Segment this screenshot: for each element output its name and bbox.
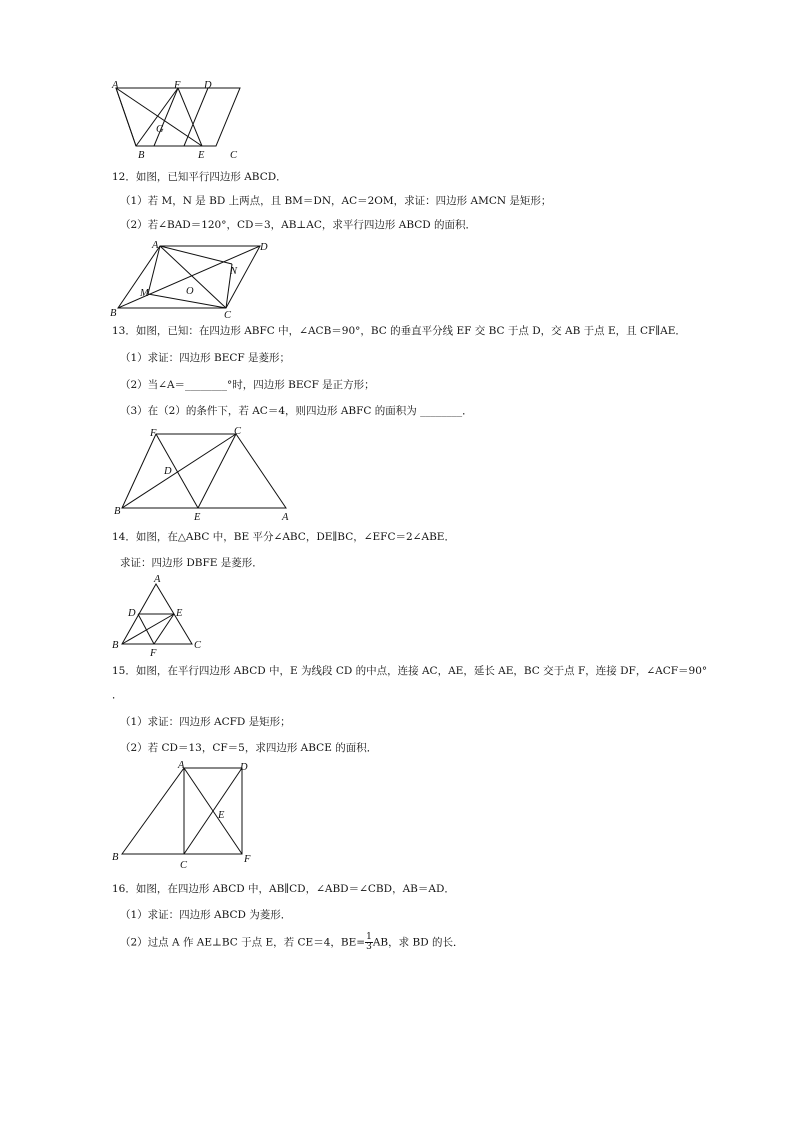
label-c: C [234,426,242,437]
label-b: B [138,150,145,161]
figure-parallelogram-abcd-amcn [108,238,278,321]
label-e: E [176,608,183,619]
label-e: E [198,150,205,161]
problem-12-part-2: （2）若∠BAD＝120°，CD＝3，AB⊥AC，求平行四边形 ABCD 的面积． [120,219,477,231]
label-a: A [152,240,159,251]
fraction-lhs: BE= [340,936,366,949]
problem-15-part-1: （1）求证：四边形 ACFD 是矩形； [120,716,291,728]
problem-14-stem: 14．如图，在△ABC 中，BE 平分∠ABC，DE∥BC，∠EFC＝2∠ABE． [112,531,455,543]
label-b: B [114,506,121,517]
label-d: D [240,762,248,773]
label-b: B [110,308,117,319]
label-c: C [224,310,232,321]
label-b: B [112,852,119,863]
label-a: A [112,80,119,91]
label-b: B [112,640,119,651]
fraction-rhs: AB [372,936,389,949]
problem-15-stem: 15．如图，在平行四边形 ABCD 中，E 为线段 CD 的中点，连接 AC，AE，延长 AE，BC 交于点 F，连接 DF，∠ACF＝90° [112,665,708,677]
problem-16-part-2-pre: （2）过点 A 作 AE⊥BC 于点 E，若 CE＝4， [120,936,341,949]
label-d: D [204,80,212,91]
problem-12-part-1: （1）若 M，N 是 BD 上两点，且 BM＝DN，AC＝2OM，求证：四边形 AMCN 是矩形； [120,195,552,207]
label-e: E [194,512,201,523]
label-o: O [186,286,194,297]
label-a: A [178,760,185,771]
label-c: C [194,640,202,651]
label-g: G [156,124,164,135]
label-a: A [282,512,289,523]
label-f: F [244,854,251,865]
label-f: F [150,648,157,659]
label-e: E [218,810,225,821]
label-c: C [180,860,188,871]
problem-14-part-1: 求证：四边形 DBFE 是菱形． [120,557,263,569]
figure-quadrilateral-abfc [112,424,302,524]
label-m: M [140,288,149,299]
problem-16-part-2 [120,933,463,952]
label-f: F [174,80,181,91]
problem-16-stem: 16．如图，在四边形 ABCD 中，AB∥CD，∠ABD＝∠CBD，AB＝AD． [112,883,455,895]
label-d: D [260,242,268,253]
fraction-one-third: $\frac{1}{3}$ [366,932,372,952]
problem-13-part-2: （2）当∠A＝________°时，四边形 BECF 是正方形； [120,379,375,391]
problem-15-stem-cont: ． [112,689,123,701]
label-n: N [230,266,238,277]
problem-13-part-1: （1）求证：四边形 BECF 是菱形； [120,352,291,364]
problem-16-part-2-post: ，求 BD 的长． [388,936,464,949]
problem-12-stem: 12．如图，已知平行四边形 ABCD． [112,171,287,183]
problem-16-part-1: （1）求证：四边形 ABCD 为菱形． [120,909,292,921]
problem-15-part-2: （2）若 CD＝13，CF＝5，求四边形 ABCE 的面积． [120,742,378,754]
figure-triangle-abc-dbfe [110,574,210,658]
label-d: D [164,466,172,477]
label-d: D [128,608,136,619]
label-f: F [150,428,157,439]
label-c: C [230,150,238,161]
problem-13-stem: 13．如图，已知：在四边形 ABFC 中，∠ACB＝90°，BC 的垂直平分线 EF 交 BC 于点 D，交 AB 于点 E，且 CF∥AE． [112,325,686,337]
problem-13-part-3: （3）在（2）的条件下，若 AC＝4，则四边形 ABFC 的面积为 ________． [120,405,473,417]
label-a: A [154,574,161,585]
figure-parallelogram-afdg [108,78,248,162]
figure-parallelogram-acfd [110,758,260,870]
